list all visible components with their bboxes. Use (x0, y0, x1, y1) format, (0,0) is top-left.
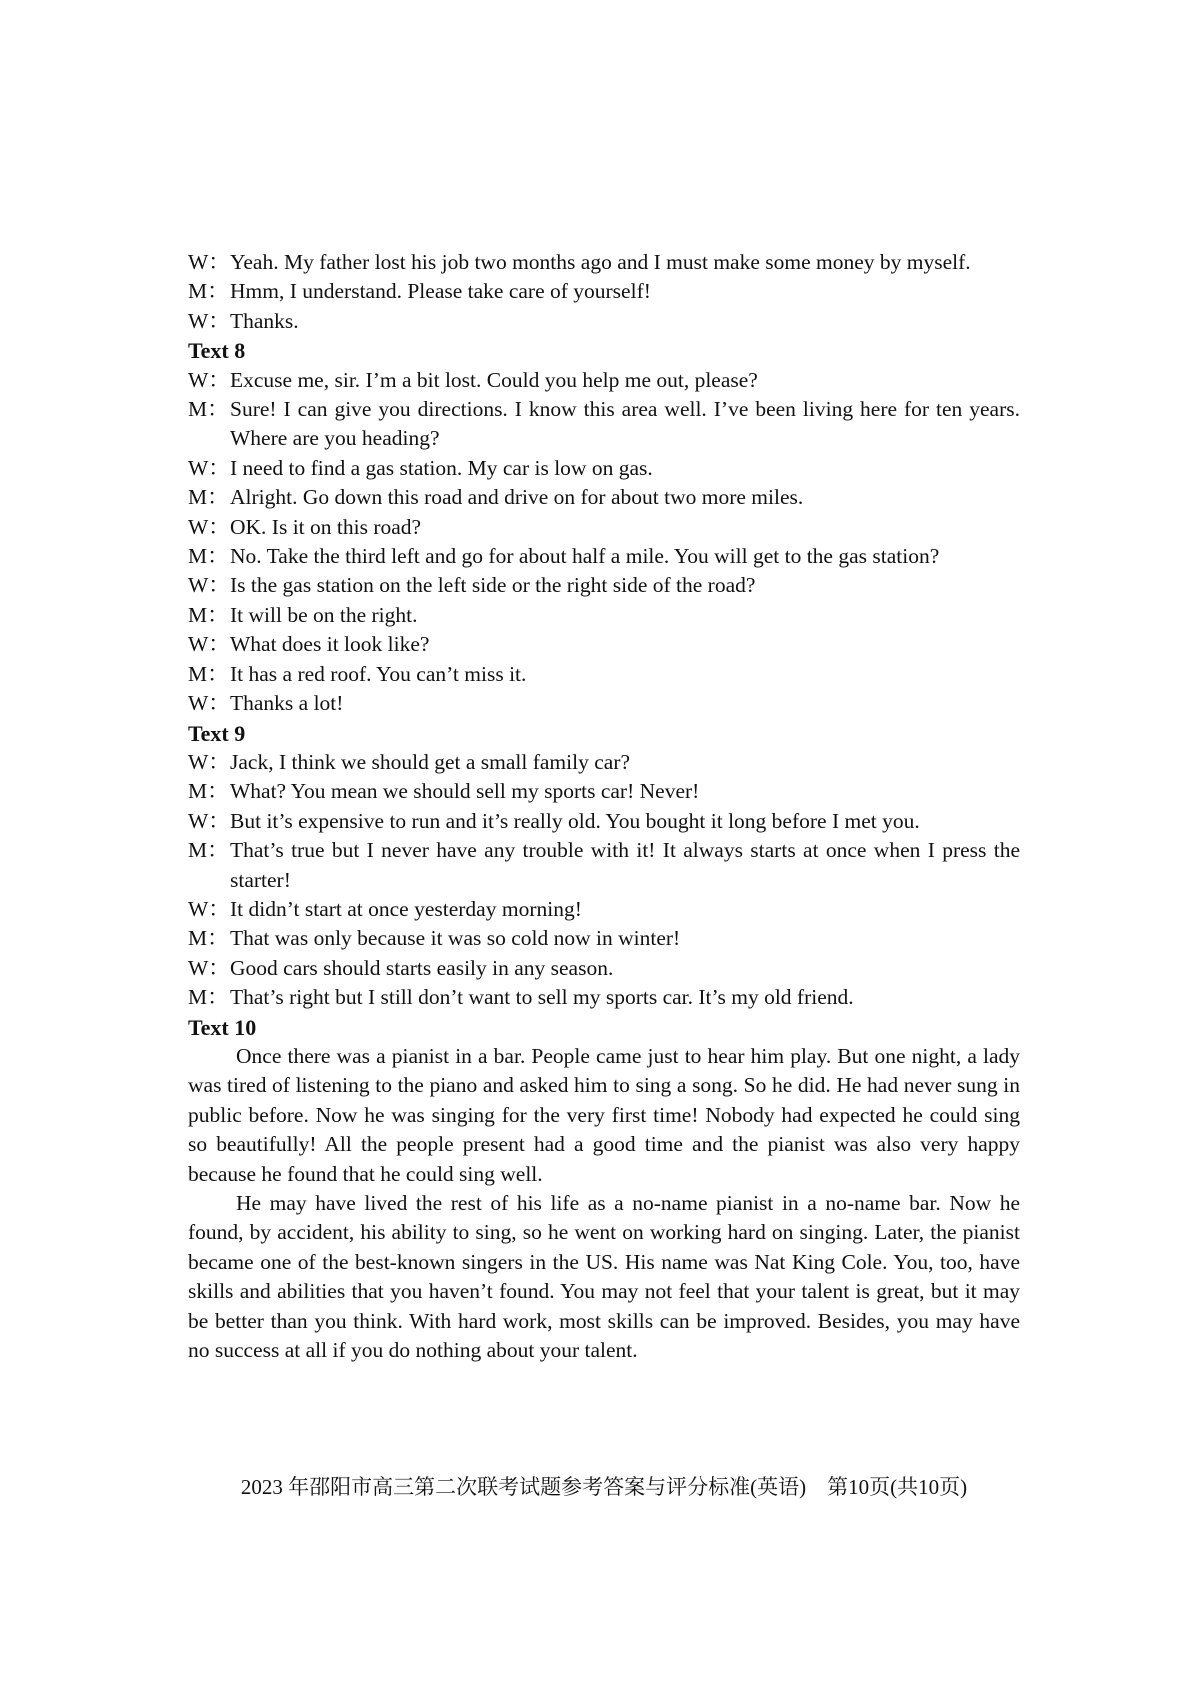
dialogue-text: Good cars should starts easily in any season. (230, 955, 614, 980)
speaker-label: W： (188, 308, 230, 333)
dialogue-text: It will be on the right. (230, 602, 418, 627)
dialogue-line (188, 660, 1020, 689)
dialogue-line (188, 542, 1020, 571)
dialogue-text: Hmm, I understand. Please take care of yourself! (230, 279, 651, 304)
dialogue-text: Yeah. My father lost his job two months ago and I must make some money by myself. (230, 250, 971, 274)
speaker-label: W： (188, 632, 230, 657)
speaker-label: M： (188, 397, 229, 422)
speaker-label: M： (188, 985, 229, 1010)
section-heading: Text 9 (188, 720, 246, 746)
dialogue-line (188, 748, 1020, 777)
paragraph: He may have lived the rest of his life as a no-name pianist in a no-name bar. Now he found, by accident, his ability to sing, so he went on working hard on singing. Later, the pianist became one of the best-known singers in the US. His name was Nat King Cole. You, too, have skills and abilities that you haven’t found. You may not feel that your talent is great, but it may be better than you think. With hard work, most skills can be improved. Besides, you may have no success at all if you do nothing about your talent. (188, 1191, 1020, 1363)
dialogue-text: Excuse me, sir. I’m a bit lost. Could you help me out, please? (230, 367, 758, 392)
dialogue-text: What? You mean we should sell my sports car! Never! (230, 779, 700, 804)
dialogue-line (188, 807, 1020, 836)
dialogue-text: It didn’t start at once yesterday morning! (230, 896, 582, 921)
dialogue-text: But it’s expensive to run and it’s really old. You bought it long before I met you. (230, 808, 920, 833)
page-content (188, 248, 1020, 1365)
speaker-label: M： (188, 544, 229, 569)
paragraph: Once there was a pianist in a bar. People came just to hear him play. But one night, a lady was tired of listening to the piano and asked him to sing a song. So he did. He had never sung in public before. Now he was singing for the very first time! Nobody had expected he could sing so beautifully! All the people present had a good time and the pianist was also very happy because he found that he could sing well. (188, 1043, 1020, 1186)
text9-section (188, 719, 1020, 1013)
speaker-label: M： (188, 661, 229, 686)
speaker-label: M： (188, 485, 229, 510)
dialogue-text: It has a red roof. You can’t miss it. (230, 661, 527, 686)
text8-section (188, 336, 1020, 718)
dialogue-text: Thanks. (230, 308, 299, 333)
dialogue-line (188, 277, 1020, 306)
speaker-label: W： (188, 250, 230, 274)
speaker-label: M： (188, 602, 229, 627)
dialogue-line (188, 248, 1020, 277)
dialogue-text: Jack, I think we should get a small family car? (230, 749, 631, 774)
speaker-label: M： (188, 926, 229, 951)
dialogue-line (188, 395, 1020, 454)
section-heading: Text 10 (188, 1014, 257, 1040)
dialogue-continued (188, 248, 1020, 336)
dialogue-line (188, 924, 1020, 953)
speaker-label: M： (188, 779, 229, 804)
dialogue-text: OK. Is it on this road? (230, 514, 422, 539)
section-heading: Text 8 (188, 338, 246, 364)
dialogue-line (188, 601, 1020, 630)
dialogue-text: Sure! I can give you directions. I know this area well. I’ve been living here for ten years. Where are you heading? (230, 397, 1020, 451)
dialogue-text: Thanks a lot! (230, 691, 344, 716)
dialogue-line (188, 954, 1020, 983)
dialogue-line (188, 483, 1020, 512)
speaker-label: W： (188, 749, 230, 774)
dialogue-line (188, 895, 1020, 924)
speaker-label: W： (188, 896, 230, 921)
dialogue-text: No. Take the third left and go for about half a mile. You will get to the gas station? (230, 544, 940, 569)
speaker-label: W： (188, 691, 230, 716)
dialogue-text: I need to find a gas station. My car is low on gas. (230, 455, 653, 480)
dialogue-line (188, 366, 1020, 395)
speaker-label: W： (188, 955, 230, 980)
dialogue-line (188, 777, 1020, 806)
dialogue-line (188, 836, 1020, 895)
dialogue-line (188, 571, 1020, 600)
dialogue-line (188, 689, 1020, 718)
speaker-label: M： (188, 279, 229, 304)
dialogue-text: Alright. Go down this road and drive on for about two more miles. (230, 485, 804, 510)
speaker-label: W： (188, 455, 230, 480)
dialogue-text: That’s right but I still don’t want to sell my sports car. It’s my old friend. (230, 985, 854, 1010)
dialogue-line (188, 454, 1020, 483)
dialogue-line (188, 983, 1020, 1012)
speaker-label: W： (188, 573, 230, 598)
speaker-label: W： (188, 367, 230, 392)
text10-section (188, 1013, 1020, 1366)
dialogue-text: That’s true but I never have any trouble with it! It always starts at once when I press the starter! (230, 838, 1020, 892)
dialogue-text: That was only because it was so cold now in winter! (230, 926, 681, 951)
dialogue-line (188, 307, 1020, 336)
page-footer: 2023 年邵阳市高三第二次联考试题参考答案与评分标准(英语) 第10页(共10页) (240, 1475, 968, 1499)
speaker-label: W： (188, 514, 230, 539)
dialogue-line (188, 513, 1020, 542)
dialogue-text: Is the gas station on the left side or the right side of the road? (230, 573, 756, 598)
speaker-label: M： (188, 838, 229, 863)
dialogue-text: What does it look like? (230, 632, 430, 657)
dialogue-line (188, 630, 1020, 659)
speaker-label: W： (188, 808, 230, 833)
